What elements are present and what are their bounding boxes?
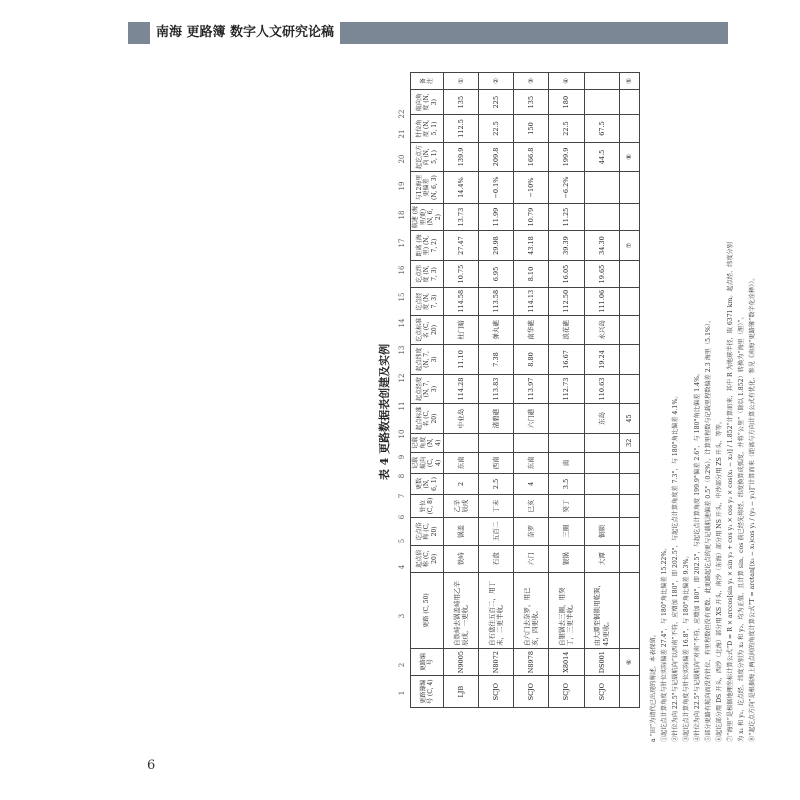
table-cell [549,433,584,452]
note-line: ②针位为向 22.5°与记载航向“以西南”不符，应增加 180°，即 202.5°，与起讫点计算角度差 7.3°，与 180°角比偏差 4.1%。 [672,392,679,742]
table-cell [619,115,639,142]
column-header: 起点俗称 (C, 20) [411,545,444,572]
table-cell [619,203,639,230]
column-header: 针位角度 (N, 5, 1) [411,115,444,142]
table-cell: 自六门去奈罗，用已亥，四更收。 [514,573,549,649]
table-cell: −10% [514,172,549,204]
table-cell [619,518,639,545]
column-header: 记载航向 (C, 4) [411,452,444,473]
column-header: 距离 (海里) (N, 7, 2) [411,231,444,261]
table-cell: 209.8 [479,142,514,172]
table-cell: 114.28 [444,374,479,404]
note-line: ③起讫点计算角度与针位实际偏差 16.8°，与 180°角比偏差 9.3%。 [683,552,690,742]
table-cell: ③ [514,73,549,90]
column-header: 航向角度 (N, 3) [411,89,444,114]
table-row [584,73,619,708]
table-cell: 13.73 [444,203,479,230]
column-header: 起点纬度 (N, 7, 3) [411,345,444,375]
table-cell: 14.4% [444,172,479,204]
table-body [444,73,640,708]
table-notes [648,82,758,742]
column-number: 13 [398,345,406,355]
table-cell: 2.5 [479,473,514,494]
table-cell: 东南 [514,452,549,473]
table-cell: 27.47 [444,231,479,261]
table-cell: 199.9 [549,142,584,172]
column-number: 1 [398,690,406,696]
column-header: 更路 (C, 50) [411,573,444,649]
table-cell: ④ [549,73,584,90]
table-cell [619,172,639,204]
column-number: 17 [398,238,406,248]
table-cell: 225 [479,89,514,114]
table-cell [584,473,619,494]
table-cell: 44.5 [584,142,619,172]
table-cell: 45 [619,404,639,434]
table-cell: 114.58 [444,288,479,315]
table-cell [584,172,619,204]
table-caption: 表 4 更路数据表创建及实例 [378,343,391,481]
table-cell: 六门 [514,545,549,572]
table-cell [514,433,549,452]
note-line: ⑥起讫部分用 DS 开头，西沙（北海）部分用 XS 开头，南沙（东海）部分用 NS 开头，中沙部分用 ZS 开头，等等。 [716,417,723,742]
column-number: 11 [398,401,406,411]
table-cell: 22.5 [549,115,584,142]
table-cell: 奈罗 [514,518,549,545]
table-cell: −0.1% [479,172,514,204]
column-number: 12 [398,373,406,383]
table-cell: 渚碧礁 [479,404,514,434]
table-cell: 锅盖 [444,518,479,545]
table-cell: 巳亥 [514,494,549,517]
table-cell: X8014 [549,648,584,675]
column-header: 更路编号 [411,648,444,675]
note-line: ④针位为向 22.5°与记载航向“对南”不符，应增加 180°，即 202.5°，与起讫点计算角度 199.9°偏差 2.6°，与 180°角比偏差 1.4%。 [694,369,701,742]
table-cell: SCJO [584,676,619,708]
table-cell: 8.10 [514,260,549,287]
column-header: 起点经度 (N, 7, 3) [411,374,444,404]
table-cell: ① [444,73,479,90]
table-cell [619,545,639,572]
table-cell: N8978 [514,648,549,675]
table-cell: 8.80 [514,345,549,375]
table-cell: 113.97 [514,374,549,404]
table-cell: 南 [549,452,584,473]
column-number: 22 [398,109,406,119]
column-number: 18 [398,210,406,220]
table-cell: 大潭 [584,545,619,572]
table-cell: 11.99 [479,203,514,230]
column-header: 针位 (C, 8) [411,494,444,517]
table-cell: DS001 [584,648,619,675]
table-cell [584,89,619,114]
table-cell: N8072 [479,648,514,675]
table-cell: 16.05 [549,260,584,287]
table-cell: 丁未 [479,494,514,517]
table-cell: SCJO [479,676,514,708]
table-cell: 11.10 [444,345,479,375]
column-number: 2 [398,662,406,668]
table-cell: 永兴岛 [584,315,619,345]
column-number: 4 [398,564,406,570]
table-row [479,73,514,708]
table-cell: 67.5 [584,115,619,142]
table-cell: −6.2% [549,172,584,204]
table-cell: 银锅 [549,545,584,572]
table-cell [444,433,479,452]
table-cell: 10.79 [514,203,549,230]
table-cell: 113.58 [479,288,514,315]
table-cell [584,494,619,517]
column-header: 讫点标准名 (C, 20) [411,315,444,345]
note-line: a “田”为清代已出现的称述，本表保留。 [650,631,657,742]
table-cell: 135 [514,89,549,114]
column-number: 20 [398,154,406,164]
column-header: 讫点纬度 (N, 7, 3) [411,260,444,287]
table-header-row [411,73,444,708]
table-cell: 西南 [479,452,514,473]
table-cell [619,494,639,517]
table-cell: SCJO [549,676,584,708]
table-row [514,73,549,708]
column-number-row [398,72,408,708]
table-cell: 43.18 [514,231,549,261]
column-number: 14 [398,318,406,328]
column-number: 6 [398,514,406,520]
table-cell [619,315,639,345]
column-number: 7 [398,493,406,499]
table-cell: ② [479,73,514,90]
table-cell: 19.24 [584,345,619,375]
table-cell [619,345,639,375]
table-cell: 弹丸礁 [479,315,514,345]
table-cell: 135 [444,89,479,114]
table-cell: 110.63 [584,374,619,404]
table-cell: 南华礁 [514,315,549,345]
table-cell: LJB [444,676,479,708]
table-cell: 11.25 [549,203,584,230]
table-cell: 19.65 [584,260,619,287]
column-header: 讫点经度 (N, 7, 3) [411,288,444,315]
table-cell: 2 [444,473,479,494]
running-header-title: 南海 更路簿 数字人文研究论稿 [150,22,340,44]
table-cell: 34.30 [584,231,619,261]
column-header: 与12海里更偏差 (N, 6, 3) [411,172,444,204]
table-cell: 114.13 [514,288,549,315]
table-cell: 由大潭至铜锁用乾巽，45更收。 [584,573,619,649]
table-cell: 111.06 [584,288,619,315]
table-cell: 六门礁 [514,404,549,434]
table-cell: 180 [549,89,584,114]
table-cell: 三圈 [549,518,584,545]
table-cell: 癸丁 [549,494,584,517]
table-cell: 4 [514,473,549,494]
table-cell: 铜锁 [584,518,619,545]
table-cell: 139.9 [444,142,479,172]
table-cell: 自银锅去三圈，用癸丁，三更半收。 [549,573,584,649]
table-cell: 32 [619,433,639,452]
table-cell: 112.5 [444,115,479,142]
table-cell: 乙辛辰戌 [444,494,479,517]
table-cell: ⑧ [619,142,639,172]
table-cell: ⑦ [619,231,639,261]
table-cell: 7.38 [479,345,514,375]
column-header: 讫点俗称 (C, 20) [411,518,444,545]
table-cell [619,452,639,473]
table-row [444,73,479,708]
page-number: 6 [147,758,156,773]
column-number: 3 [398,613,406,619]
column-number: 21 [398,129,406,139]
table-cell: 中业岛 [444,404,479,434]
table-cell: 113.83 [479,374,514,404]
column-number: 19 [398,181,406,191]
table-cell: 112.50 [549,288,584,315]
table-cell [619,89,639,114]
table-cell: 39.39 [549,231,584,261]
table-cell: 东南 [444,452,479,473]
note-line: ⑦“海里”是根据地理坐标计算公式“D = R × arccos[sin y₁ × sin y₂ + cos y₁ × cos y₂ × cos(x₁ − x₂)] / 1.852”计算而来，其中 R 为地球半径，取 6371 km。起点经、纬度分别 [727,242,734,742]
table-cell: ⑥ [619,648,639,675]
table-cell: 石盘 [479,545,514,572]
column-number: 15 [398,292,406,302]
column-header: 记载角度 (N, 4) [411,433,444,452]
table-cell [619,288,639,315]
note-line: ⑧“起讫点方向”是根据海上两点间的角度计算公式“T = arctan[(x₂ − x₁)cos y₁ / (y₂ − y₁)]”计算而来（距离与方向计算公式有优化，参见《南海“更路簿”数字化诠释》）。 [749,274,756,742]
table-cell: 五百二 [479,518,514,545]
column-header: 航速 (海里/更) (N, 6, 2) [411,203,444,230]
table-cell [584,73,619,90]
table-cell [619,676,639,708]
table-cell: 29.98 [479,231,514,261]
table-cell [619,473,639,494]
column-number: 10 [398,429,406,439]
data-table [410,72,640,708]
table-cell [479,433,514,452]
table-cell: 22.5 [479,115,514,142]
table-cell: 6.95 [479,260,514,287]
note-line: ①起讫点计算角度与针位实际偏差 27.4°，与 180°角比偏差 15.22%。 [661,544,668,742]
column-number: 5 [398,538,406,544]
table-cell: 浪花礁 [549,315,584,345]
table-cell: 东岛 [584,404,619,434]
table-cell: 3.5 [549,473,584,494]
table-cell [549,404,584,434]
table-cell: ⑤ [619,73,639,90]
table-cell: 杜门暗 [444,315,479,345]
table-cell: SCJO [514,676,549,708]
table-cell [584,452,619,473]
table-cell: N9005 [444,648,479,675]
table-row [619,73,639,708]
table-cell [584,433,619,452]
column-header: 起点标准名 (C, 20) [411,404,444,434]
column-header: 备注 [411,73,444,90]
column-header: 更路簿编号 (C, 4) [411,676,444,708]
table-cell: 10.75 [444,260,479,287]
table-cell [584,203,619,230]
column-header: 更数 (N, 6, 1) [411,473,444,494]
note-line: ⑤部分更路有航向而没有针位，有里程数但没有更数，此更路起讫点的更与记载航速偏差 0.5°（0.2%），计算里程数与记载里程数偏差 2.3 海里（5.1%）。 [705,316,712,742]
table-cell: 16.67 [549,345,584,375]
table-cell: 166.8 [514,142,549,172]
table-cell [619,573,639,649]
table-cell: 自铁峙去锅盖峙用乙辛辰戌，一更收。 [444,573,479,649]
table-cell: 自石盘往五百二，用丁未，二更半收。 [479,573,514,649]
rotated-table-page [158,72,760,752]
table-cell [619,260,639,287]
column-number: 8 [398,473,406,479]
note-line: 为 x₁ 和 y₁，讫点经、纬度分别为 x₂ 和 y₂，均为正值，且计算 sin、cos 前已经先将经、纬度换算成弧度，并将“公里”（除以 1.852）转换为“海里（浬）”。 [738,313,745,742]
table-cell: 112.73 [549,374,584,404]
table-row [549,73,584,708]
table-cell: 铁峙 [444,545,479,572]
column-header: 起讫点方向 (N, 5, 1) [411,142,444,172]
table-cell [619,374,639,404]
table-cell: 150 [514,115,549,142]
column-number: 9 [398,454,406,460]
column-number: 16 [398,265,406,275]
